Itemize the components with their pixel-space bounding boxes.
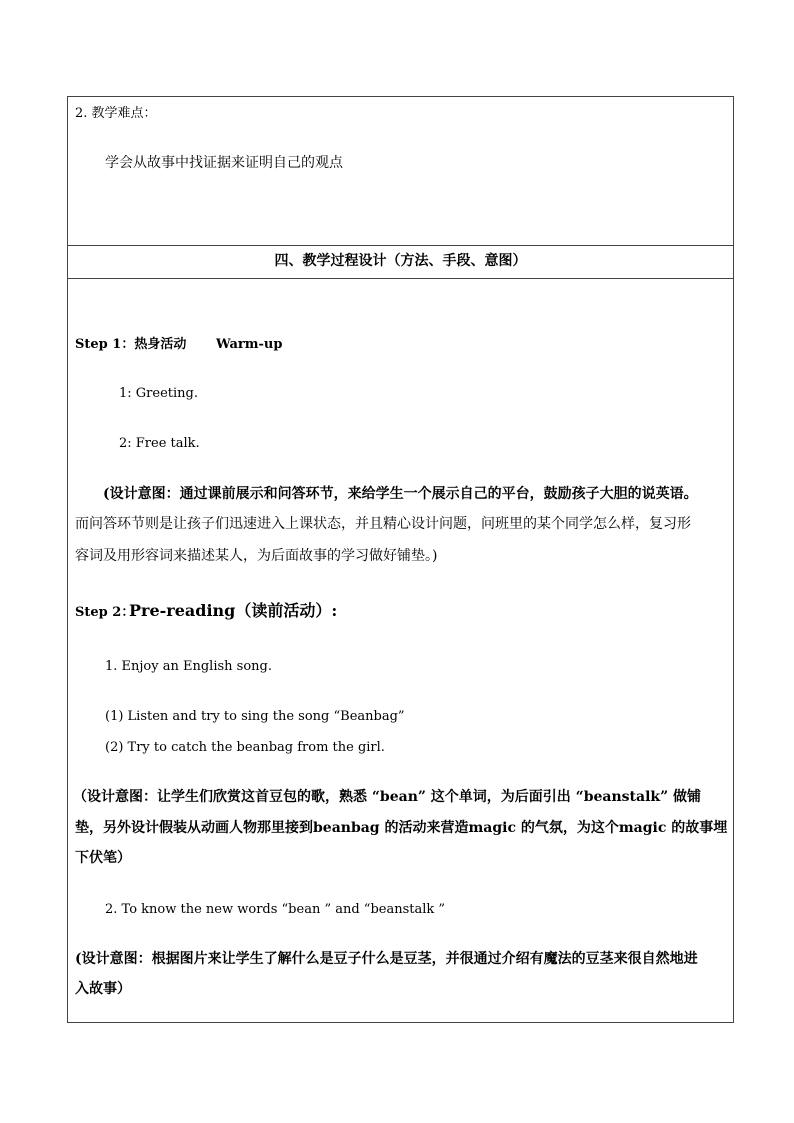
step2-intent-line: 入故事） — [75, 981, 131, 997]
step1-intent-line: 容词及用形容词来描述某人，为后面故事的学习做好铺垫。) — [75, 548, 438, 564]
step2-title: Pre-reading（读前活动）: — [129, 601, 338, 620]
step2-sub-listen: (1) Listen and try to sing the song “Beanbag” — [105, 709, 405, 724]
step2-item-song: 1. Enjoy an English song. — [105, 659, 272, 674]
step1-english: Warm-up — [216, 337, 283, 352]
step1-intent-line: 而问答环节则是让孩子们迅速进入上课状态，并且精心设计问题，问班里的某个同学怎么样，复习形 — [75, 516, 691, 532]
step2-intent-line: 下伏笔） — [75, 850, 131, 866]
row-divider — [68, 278, 733, 279]
step2-item-words: 2. To know the new words “bean ” and “beanstalk ” — [105, 902, 446, 917]
difficulty-heading: 2. 教学难点： — [75, 106, 157, 121]
section-title: 四、教学过程设计（方法、手段、意图） — [274, 253, 527, 269]
step2-label: Step 2： — [75, 605, 135, 620]
step2-intent-line: (设计意图：根据图片来让学生了解什么是豆子什么是豆茎，并很通过介绍有魔法的豆茎来很自然地进 — [75, 951, 698, 967]
step2-sub-catch: (2) Try to catch the beanbag from the girl. — [105, 740, 385, 755]
step1-label: Step 1：热身活动 — [75, 337, 187, 352]
step2-intent-line: 垫，另外设计假装从动画人物那里接到beanbag 的活动来营造magic 的气氛，为这个magic 的故事埋 — [75, 820, 728, 836]
step2-intent-line: （设计意图：让学生们欣赏这首豆包的歌，熟悉 “bean” 这个单词，为后面引出 “beanstalk” 做铺 — [73, 789, 702, 805]
step1-intent-line: (设计意图：通过课前展示和问答环节，来给学生一个展示自己的平台，鼓励孩子大胆的说英语。 — [103, 486, 698, 502]
row-divider — [68, 245, 733, 246]
difficulty-content: 学会从故事中找证据来证明自己的观点 — [105, 155, 343, 171]
step1-item-freetalk: 2: Free talk. — [119, 436, 200, 451]
lesson-plan-table — [67, 96, 734, 1023]
step1-item-greeting: 1: Greeting. — [119, 386, 198, 401]
